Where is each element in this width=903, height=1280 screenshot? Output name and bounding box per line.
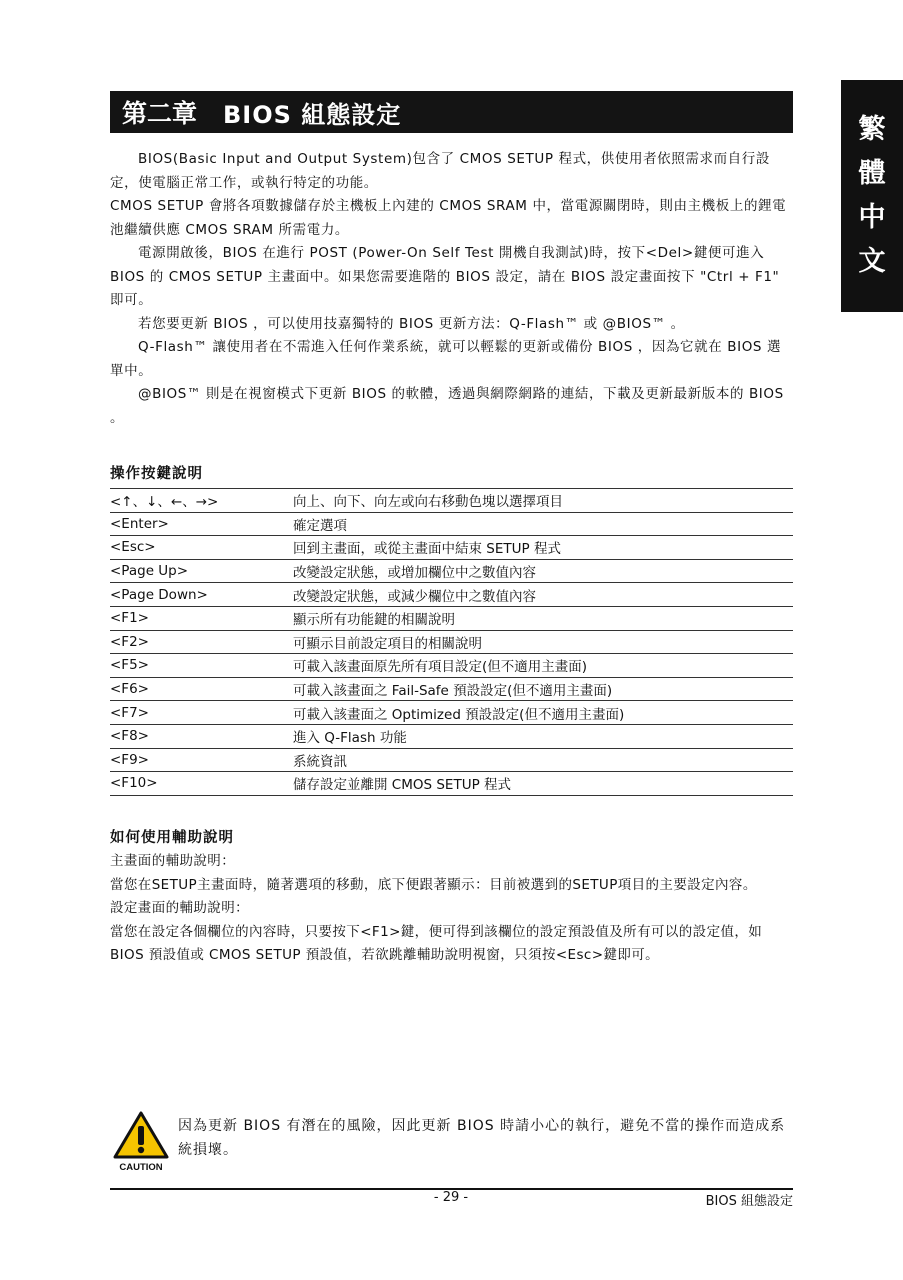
help-line: 主畫面的輔助說明： bbox=[110, 853, 236, 869]
table-row bbox=[110, 677, 793, 701]
table-row bbox=[110, 654, 793, 678]
footer-section-title: BIOS 組態設定 bbox=[705, 1194, 793, 1209]
table-row bbox=[110, 701, 793, 725]
intro-text bbox=[110, 148, 793, 430]
desc-cell: 改變設定狀態，或增加欄位中之數值內容 bbox=[293, 559, 793, 583]
table-row bbox=[110, 583, 793, 607]
desc-cell: 可載入該畫面之 Fail-Safe 預設設定(但不適用主畫面) bbox=[293, 677, 793, 701]
table-row bbox=[110, 630, 793, 654]
intro-paragraph: Q-Flash™ 讓使用者在不需進入任何作業系統，就可以輕鬆的更新或備份 BIOS ，因為它就在 BIOS 選單中。 bbox=[110, 339, 782, 379]
caution-triangle-icon bbox=[112, 1110, 170, 1174]
caution-icon bbox=[112, 1110, 170, 1174]
caution-text: 因為更新 BIOS 有潛在的風險，因此更新 BIOS 時請小心的執行，避免不當的操作而造成系統損壞。 bbox=[178, 1118, 786, 1158]
chapter-number: 第二章 bbox=[122, 99, 198, 128]
intro-paragraph: @BIOS™ 則是在視窗模式下更新 BIOS 的軟體，透過與網際網路的連結，下載及更新最新版本的 BIOS 。 bbox=[110, 386, 784, 426]
language-side-tab bbox=[841, 80, 903, 312]
key-cell: <↑、↓、←、→> bbox=[110, 489, 293, 513]
table-row bbox=[110, 512, 793, 536]
key-cell: <F9> bbox=[110, 748, 293, 772]
desc-cell: 可載入該畫面原先所有項目設定(但不適用主畫面) bbox=[293, 654, 793, 678]
help-line: 當您在SETUP主畫面時，隨著選項的移動，底下便跟著顯示：目前被選到的SETUP項目的主要設定內容。 bbox=[110, 876, 757, 893]
key-cell: <Esc> bbox=[110, 536, 293, 560]
key-cell: <F2> bbox=[110, 630, 293, 654]
side-tab-char: 中 bbox=[858, 202, 886, 233]
desc-cell: 回到主畫面，或從主畫面中結束 SETUP 程式 bbox=[293, 536, 793, 560]
table-row bbox=[110, 489, 793, 513]
keys-section-title: 操作按鍵說明 bbox=[110, 466, 203, 482]
side-tab-char: 繁 bbox=[858, 114, 886, 145]
help-text bbox=[110, 850, 793, 968]
desc-cell: 改變設定狀態，或減少欄位中之數值內容 bbox=[293, 583, 793, 607]
key-cell: <Enter> bbox=[110, 512, 293, 536]
intro-paragraph: 若您要更新 BIOS ，可以使用技嘉獨特的 BIOS 更新方法：Q-Flash™ 或 @BIOS™ 。 bbox=[138, 315, 685, 332]
key-cell: <F1> bbox=[110, 606, 293, 630]
key-cell: <Page Up> bbox=[110, 559, 293, 583]
table-row bbox=[110, 559, 793, 583]
desc-cell: 顯示所有功能鍵的相關說明 bbox=[293, 606, 793, 630]
chapter-header bbox=[110, 91, 793, 133]
table-row bbox=[110, 606, 793, 630]
table-row bbox=[110, 748, 793, 772]
intro-paragraph: BIOS(Basic Input and Output System)包含了 CMOS SETUP 程式，供使用者依照需求而自行設定，使電腦正常工作，或執行特定的功能。 bbox=[110, 151, 770, 191]
help-section-title: 如何使用輔助說明 bbox=[110, 830, 234, 846]
help-line: 當您在設定各個欄位的內容時，只要按下<F1>鍵，便可得到該欄位的設定預設值及所有可以的設定值，如 BIOS 預設值或 CMOS SETUP 預設值，若欲跳離輔助說明視窗，只須按<Esc>鍵即可。 bbox=[110, 923, 763, 963]
side-tab-char: 文 bbox=[858, 246, 886, 277]
key-cell: <F6> bbox=[110, 677, 293, 701]
chapter-title: BIOS 組態設定 bbox=[223, 100, 402, 129]
desc-cell: 可顯示目前設定項目的相關說明 bbox=[293, 630, 793, 654]
key-cell: <F7> bbox=[110, 701, 293, 725]
key-cell: <F8> bbox=[110, 724, 293, 748]
key-cell: <F5> bbox=[110, 654, 293, 678]
desc-cell: 進入 Q-Flash 功能 bbox=[293, 724, 793, 748]
key-cell: <F10> bbox=[110, 772, 293, 796]
help-line: 設定畫面的輔助說明： bbox=[110, 900, 249, 916]
desc-cell: 確定選項 bbox=[293, 512, 793, 536]
page-number: - 29 - bbox=[433, 1190, 469, 1205]
key-cell: <Page Down> bbox=[110, 583, 293, 607]
key-table bbox=[110, 488, 793, 796]
side-tab-char: 體 bbox=[858, 158, 886, 189]
caution-label: CAUTION bbox=[119, 1162, 163, 1173]
table-row bbox=[110, 772, 793, 796]
table-row bbox=[110, 536, 793, 560]
intro-paragraph: CMOS SETUP 會將各項數據儲存於主機板上內建的 CMOS SRAM 中，當電源關閉時，則由主機板上的鋰電池繼續供應 CMOS SRAM 所需電力。 bbox=[110, 198, 787, 238]
desc-cell: 儲存設定並離開 CMOS SETUP 程式 bbox=[293, 772, 793, 796]
desc-cell: 系統資訊 bbox=[293, 748, 793, 772]
table-row bbox=[110, 724, 793, 748]
desc-cell: 可載入該畫面之 Optimized 預設設定(但不適用主畫面) bbox=[293, 701, 793, 725]
intro-paragraph: 電源開啟後，BIOS 在進行 POST (Power-On Self Test 開機自我測試)時，按下<Del>鍵便可進入 BIOS 的 CMOS SETUP 主畫面中。如果您需要進階的 BIOS 設定，請在 BIOS 設定畫面按下 "Ctrl + F1" 即可。 bbox=[110, 245, 780, 308]
desc-cell: 向上、向下、向左或向右移動色塊以選擇項目 bbox=[293, 489, 793, 513]
